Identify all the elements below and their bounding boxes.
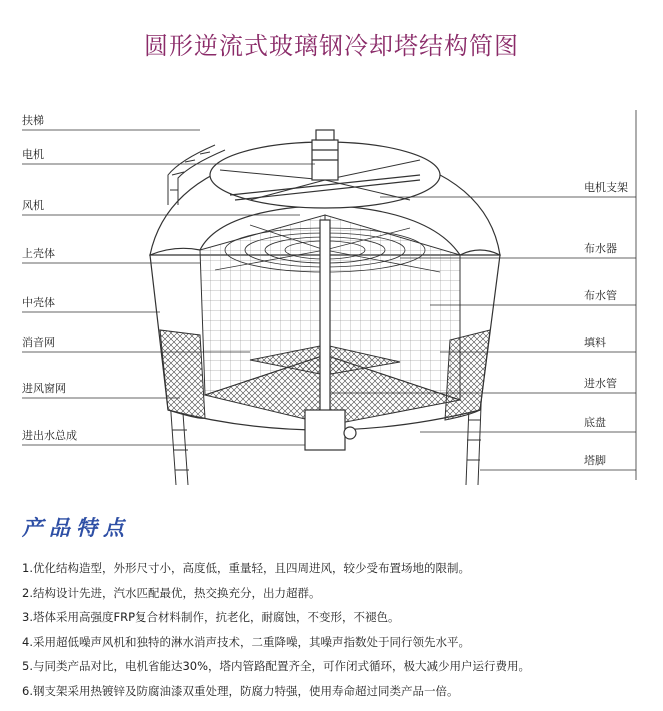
label-inlet-window: 进风窗网 (22, 382, 66, 395)
label-motor-support: 电机支架 (584, 181, 628, 194)
list-item: 2.结构设计先进，汽水匹配最优，热交换充分，出力超群。 (22, 585, 321, 600)
list-item: 6.钢支架采用热镀锌及防腐油漆双重处理，防腐力特强，使用寿命超过同类产品一倍。 (22, 683, 459, 698)
diagram-title: 圆形逆流式玻璃钢冷却塔结构简图 (144, 32, 519, 60)
label-fill: 填料 (584, 336, 606, 349)
label-ladder: 扶梯 (22, 114, 44, 127)
label-distributor: 布水器 (584, 242, 617, 255)
label-middle-shell: 中壳体 (22, 296, 55, 309)
list-item: 3.塔体采用高强度FRP复合材料制作，抗老化，耐腐蚀，不变形，不褪色。 (22, 610, 400, 625)
label-muffler-net: 消音网 (22, 336, 55, 349)
list-item: 4.采用超低噪声风机和独特的淋水消声技术，二重降噪，其噪声指数处于同行领先水平。 (22, 634, 470, 649)
labels-right (584, 180, 628, 467)
label-fan: 风机 (22, 199, 44, 212)
label-upper-shell: 上壳体 (22, 247, 55, 260)
label-feet: 塔脚 (584, 454, 606, 467)
label-basin: 底盘 (584, 416, 606, 429)
feature-list (22, 556, 652, 704)
motor (312, 130, 338, 180)
inlet-window-mesh (160, 330, 205, 418)
label-distribution-pipe: 布水管 (584, 289, 617, 302)
section-title: 产品特点 (22, 516, 130, 540)
labels-left (22, 113, 77, 442)
label-inlet-pipe: 进水管 (584, 377, 617, 390)
label-motor: 电机 (22, 148, 44, 161)
list-item: 5.与同类产品对比，电机省能达30%，塔内管路配置齐全，可作闭式循环，极大减少用户运行费用。 (22, 659, 531, 674)
list-item: 1.优化结构造型，外形尺寸小，高度低，重量轻，且四周进风，较少受布置场地的限制。 (22, 561, 470, 575)
label-inlet-outlet: 进出水总成 (22, 429, 77, 442)
